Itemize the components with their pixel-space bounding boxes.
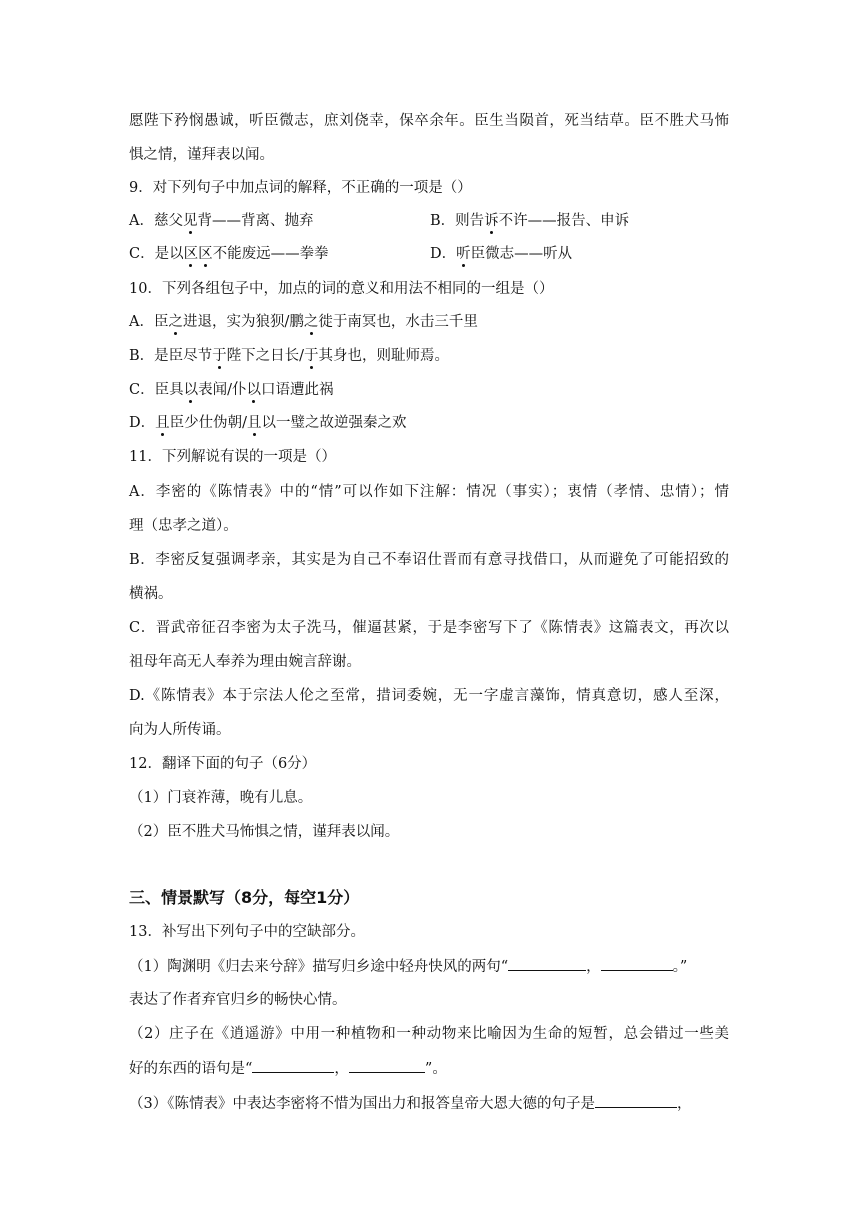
question-10-option-b: B．是臣尽节于陛下之日长/于其身也，则耻师焉。 <box>129 348 450 364</box>
dotted-word: 以 <box>183 382 199 398</box>
passage-line-1: 愿陛下矜悯愚诚，听臣微志，庶刘侥幸，保卒余年。臣生当陨首，死当结草。臣不胜犬马怖 <box>129 113 729 129</box>
question-11-option-a-line-2: 理（忠孝之道）。 <box>129 518 238 534</box>
passage-line-2: 惧之情，谨拜表以闻。 <box>129 147 274 163</box>
dotted-word: 听 <box>456 246 471 262</box>
question-9-option-d: D．听臣微志——听从 <box>430 246 573 262</box>
dotted-word: 之 <box>168 314 183 330</box>
question-10-option-a: A．臣之进退，实为狼狈/鹏之徙于南冥也，水击三千里 <box>129 314 478 330</box>
dotted-word: 于 <box>212 348 227 364</box>
question-11: 11．下列解说有误的一项是（） <box>129 449 336 465</box>
question-11-option-b-line-1: B．李密反复强调孝亲，其实是为自己不奉诏仕晋而有意寻找借口，从而避免了可能招致的 <box>129 552 729 568</box>
question-13: 13．补写出下列句子中的空缺部分。 <box>129 924 365 940</box>
question-9-option-a: A．慈父见背——背离、抛弃 <box>129 213 314 229</box>
question-9-option-c: C．是以区区不能废远——拳拳 <box>129 246 329 262</box>
question-13-item-1: （1）陶渊明《归去来兮辞》描写归乡途中轻舟快风的两句“ ， 。” <box>129 956 729 977</box>
question-9-options-cd <box>129 244 729 264</box>
answer-blank[interactable] <box>601 956 673 971</box>
question-9: 9．对下列句子中加点词的解释，不正确的一项是（） <box>129 180 472 196</box>
question-13-item-2-line-1: （2）庄子在《逍遥游》中用一种植物和一种动物来比喻因为生命的短暂，总会错过一些美 <box>129 1026 729 1042</box>
question-13-item-3: （3）《陈情表》中表达李密将不惜为国出力和报答皇帝大恩大德的句子是 ， <box>129 1093 729 1114</box>
question-10: 10．下列各组包子中，加点的词的意义和用法不相同的一组是（） <box>129 281 554 297</box>
dotted-word: 且 <box>247 415 262 431</box>
question-11-option-c-line-2: 祖母年高无人奉养为理由婉言辞谢。 <box>129 654 361 670</box>
question-11-option-d-line-1: D.《陈情表》本于宗法人伦之至常，措词委婉，无一字虚言藻饰，情真意切，感人至深， <box>129 688 729 704</box>
dotted-word: 之 <box>303 314 319 330</box>
answer-blank[interactable] <box>349 1058 425 1073</box>
dotted-word: 诉 <box>484 213 499 229</box>
dotted-word: 区 <box>183 246 199 262</box>
question-11-option-b-line-2: 横祸。 <box>129 586 173 602</box>
question-12-item-2: （2）臣不胜犬马怖惧之情，谨拜表以闻。 <box>129 824 400 840</box>
question-10-option-c: C．臣具以表闻/仆以口语遭此祸 <box>129 382 334 398</box>
question-11-option-c-line-1: C．晋武帝征召李密为太子洗马，催逼甚紧，于是李密写下了《陈情表》这篇表文，再次以 <box>129 620 729 636</box>
question-10-option-d: D．且臣少仕伪朝/且以一璧之故逆强秦之欢 <box>129 415 407 431</box>
dotted-word: 区 <box>198 246 213 262</box>
question-9-option-b: B．则告诉不许——报告、申诉 <box>430 213 630 229</box>
dotted-word: 且 <box>155 415 170 431</box>
answer-blank[interactable] <box>595 1093 677 1108</box>
question-11-option-d-line-2: 向为人所传诵。 <box>129 722 231 738</box>
dotted-word: 见 <box>182 213 198 229</box>
answer-blank[interactable] <box>252 1058 334 1073</box>
question-12-item-1: （1）门衰祚薄，晚有儿息。 <box>129 790 313 806</box>
dotted-word: 于 <box>304 348 319 364</box>
answer-blank[interactable] <box>508 956 586 971</box>
question-13-item-2-line-2: 好的东西的语句是“ ， ”。 <box>129 1058 729 1079</box>
dotted-word: 以 <box>246 382 261 398</box>
question-13-item-1-line-2: 表达了作者弃官归乡的畅快心情。 <box>129 992 347 1008</box>
section-3-heading: 三、情景默写（8分，每空1分） <box>129 888 360 907</box>
question-11-option-a-line-1: A．李密的《陈情表》中的“情”可以作如下注解：情况（事实）；衷情（孝情、忠情）；情 <box>129 484 729 500</box>
question-9-options-ab <box>129 211 729 231</box>
question-12: 12．翻译下面的句子（6分） <box>129 756 317 772</box>
